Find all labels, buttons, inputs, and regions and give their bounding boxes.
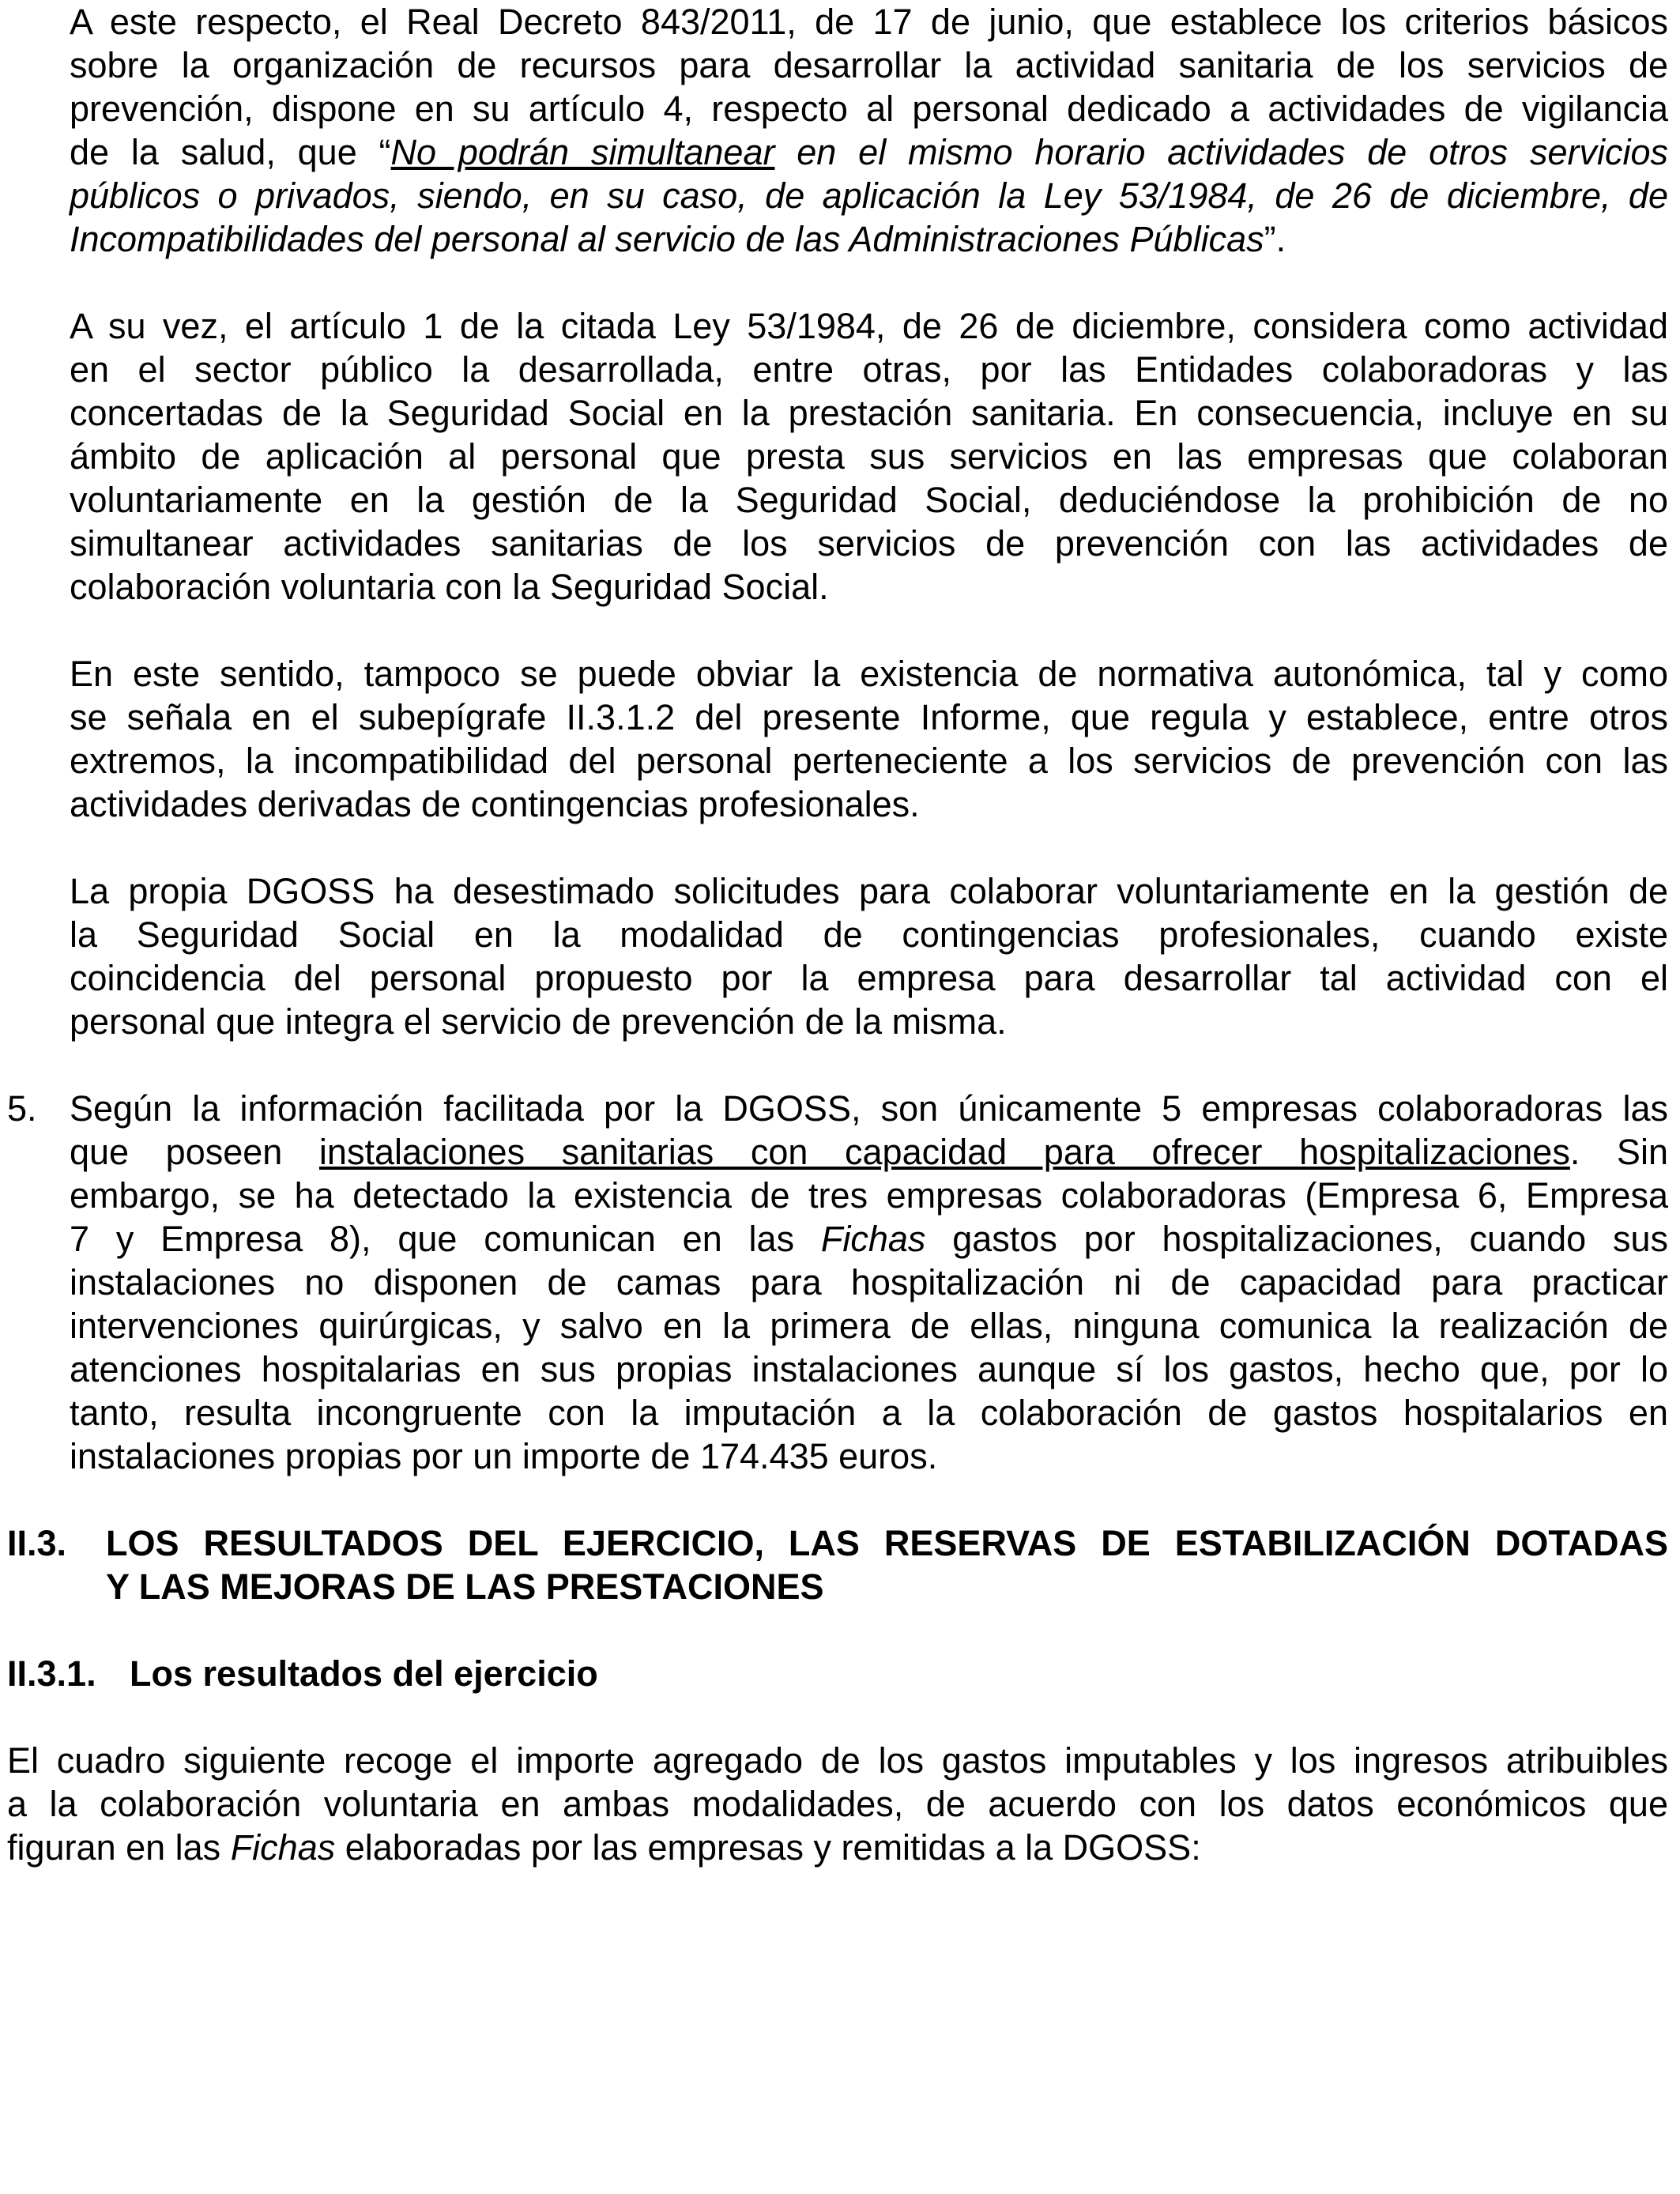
text-line <box>70 1130 1668 1174</box>
text-segment: gastos por hospitalizaciones, cuando sus <box>925 1219 1668 1259</box>
heading-line: LOS RESULTADOS DEL EJERCICIO, LAS RESERVAS DE ESTABILIZACIÓN DOTADAS <box>106 1523 1668 1563</box>
text-line: prevención, dispone en su artículo 4, respecto al personal dedicado a actividades de vigilancia <box>70 89 1668 129</box>
text-line: en el sector público la desarrollada, entre otras, por las Entidades colaboradoras y las <box>70 349 1668 390</box>
paragraph-cuadro-siguiente <box>7 1739 1668 1869</box>
text-segment: de la salud, que “ <box>70 132 391 172</box>
italic-term: Fichas <box>230 1827 336 1868</box>
quote-text: en el mismo horario actividades de otros servicios <box>774 132 1668 172</box>
text-segment: ”. <box>1264 219 1286 259</box>
text-line: atenciones hospitalarias en sus propias instalaciones aunque sí los gastos, hecho que, por lo <box>70 1349 1668 1389</box>
text-line: extremos, la incompatibilidad del personal perteneciente a los servicios de prevención con las <box>70 741 1668 781</box>
text-line: simultanear actividades sanitarias de los servicios de prevención con las actividades de <box>70 523 1668 564</box>
text-segment: 7 y Empresa 8), que comunican en las <box>70 1219 821 1259</box>
italic-term: Fichas <box>820 1219 926 1259</box>
paragraph-dgoss-solicitudes <box>70 869 1668 1043</box>
heading-line: Y LAS MEJORAS DE LAS PRESTACIONES <box>106 1566 824 1607</box>
text-line: actividades derivadas de contingencias profesionales. <box>70 784 920 824</box>
section-number: II.3. <box>7 1523 67 1563</box>
text-line: embargo, se ha detectado la existencia de tres empresas colaboradoras (Empresa 6, Empresa <box>70 1175 1668 1216</box>
text-line: intervenciones quirúrgicas, y salvo en la primera de ellas, ninguna comunica la realización de <box>70 1306 1668 1346</box>
quote-text: públicos o privados, siendo, en su caso, de aplicación la Ley 53/1984, de 26 de diciembre, de <box>70 175 1668 216</box>
text-line: El cuadro siguiente recoge el importe agregado de los gastos imputables y los ingresos atribuibles <box>7 1740 1668 1781</box>
text-segment: . Sin <box>1569 1132 1668 1172</box>
paragraph-ley-53-1984 <box>70 304 1668 609</box>
text-line: tanto, resulta incongruente con la imputación a la colaboración de gastos hospitalarios en <box>70 1393 1668 1433</box>
text-line: a la colaboración voluntaria en ambas modalidades, de acuerdo con los datos económicos que <box>7 1784 1668 1824</box>
list-item-5 <box>70 1087 1668 1478</box>
text-line: En este sentido, tampoco se puede obviar la existencia de normativa autonómica, tal y como <box>70 654 1668 694</box>
text-line <box>70 130 1668 174</box>
text-line: ámbito de aplicación al personal que presta sus servicios en las empresas que colaboran <box>70 436 1668 477</box>
text-line: Según la información facilitada por la DGOSS, son únicamente 5 empresas colaboradoras las <box>70 1088 1668 1129</box>
text-line: se señala en el subepígrafe II.3.1.2 del presente Informe, que regula y establece, entre otros <box>70 697 1668 737</box>
quote-text: Incompatibilidades del personal al servicio de las Administraciones Públicas <box>70 219 1264 259</box>
text-line: A este respecto, el Real Decreto 843/2011, de 17 de junio, que establece los criterios básicos <box>70 2 1668 42</box>
text-line <box>7 1826 1668 1869</box>
text-line <box>70 217 1668 261</box>
text-line: coincidencia del personal propuesto por la empresa para desarrollar tal actividad con el <box>70 958 1668 998</box>
paragraph-normativa-autonomica <box>70 652 1668 826</box>
text-segment: elaboradas por las empresas y remitidas a la DGOSS: <box>335 1827 1201 1868</box>
section-heading <box>106 1521 1668 1608</box>
text-line: la Seguridad Social en la modalidad de contingencias profesionales, cuando existe <box>70 914 1668 955</box>
text-line: instalaciones no disponen de camas para hospitalización ni de capacidad para practicar <box>70 1262 1668 1302</box>
text-line: voluntariamente en la gestión de la Seguridad Social, deduciéndose la prohibición de no <box>70 480 1668 520</box>
text-line: colaboración voluntaria con la Seguridad Social. <box>70 567 829 607</box>
text-line <box>70 174 1668 217</box>
text-segment: figuran en las <box>7 1827 231 1868</box>
list-number: 5. <box>7 1088 37 1129</box>
text-line <box>70 1217 1668 1261</box>
underlined-quote: No podrán simultanear <box>390 132 775 172</box>
text-line: sobre la organización de recursos para desarrollar la actividad sanitaria de los servicios de <box>70 45 1668 85</box>
text-line: A su vez, el artículo 1 de la citada Ley 53/1984, de 26 de diciembre, considera como actividad <box>70 306 1668 346</box>
text-line: personal que integra el servicio de prevención de la misma. <box>70 1001 1007 1042</box>
text-line: concertadas de la Seguridad Social en la prestación sanitaria. En consecuencia, incluye en su <box>70 393 1668 433</box>
subsection-number: II.3.1. <box>7 1653 96 1694</box>
text-line: La propia DGOSS ha desestimado solicitudes para colaborar voluntariamente en la gestión de <box>70 871 1668 911</box>
text-line: instalaciones propias por un importe de 174.435 euros. <box>70 1436 938 1476</box>
text-segment: que poseen <box>70 1132 319 1172</box>
underlined-text: instalaciones sanitarias con capacidad para ofrecer hospitalizaciones <box>318 1132 1570 1172</box>
paragraph-real-decreto <box>70 0 1668 261</box>
subsection-heading: Los resultados del ejercicio <box>130 1653 598 1694</box>
